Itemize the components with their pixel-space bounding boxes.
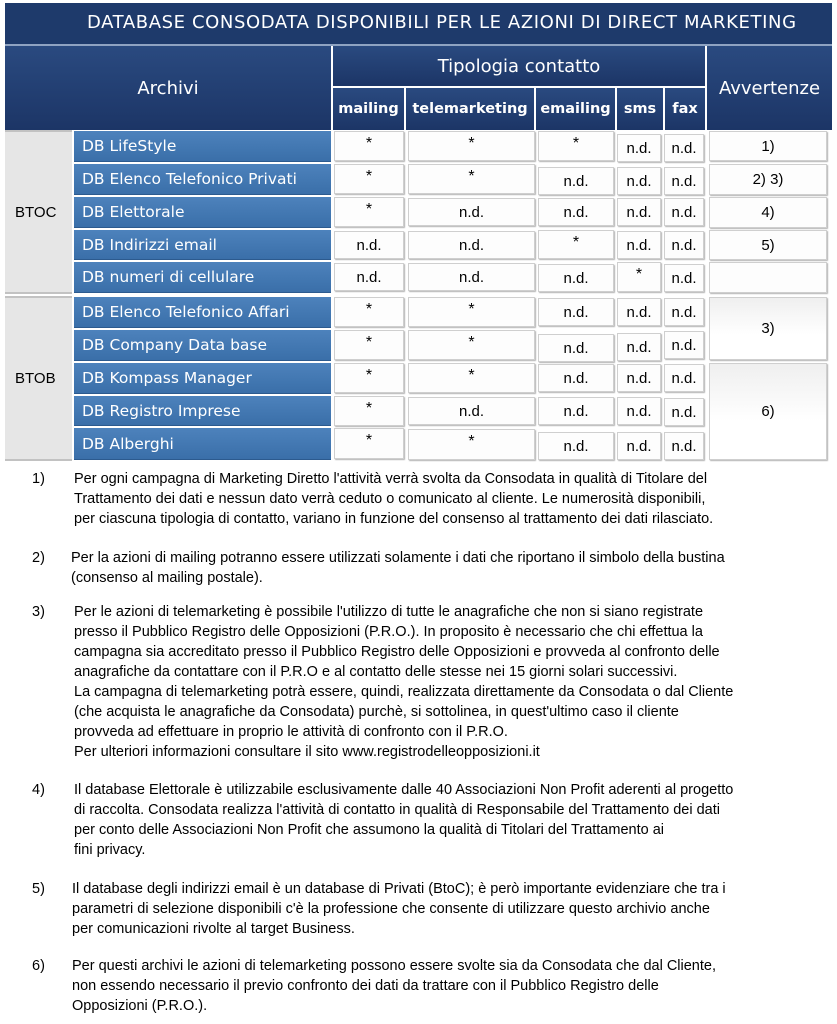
value-cell: n.d. xyxy=(664,264,704,292)
note-line: campagna sia accreditato presso il Pubblico Registro delle Opposizioni e provveda al confronto delle xyxy=(74,644,720,660)
note-number: 5) xyxy=(32,881,45,897)
value-cell: n.d. xyxy=(617,198,661,226)
note-number: 6) xyxy=(32,958,45,974)
warning-cell: 6) xyxy=(709,363,827,460)
warning-cell: 4) xyxy=(709,197,827,228)
note-line: presso il Pubblico Registro delle Opposizioni (P.R.O.). In proposito è necessario che chi effettua la xyxy=(74,624,703,640)
value-cell: n.d. xyxy=(617,167,661,195)
warning-cell: 2) 3) xyxy=(709,164,827,195)
header-channel-label: emailing xyxy=(540,101,611,117)
value-cell: n.d. xyxy=(664,134,704,162)
value-cell: n.d. xyxy=(538,198,614,226)
db-name-cell xyxy=(74,297,331,328)
note-line: Per questi archivi le azioni di telemarketing possono essere svolte sia da Consodata che dal Cliente, xyxy=(72,958,716,974)
value-cell: * xyxy=(408,363,535,393)
note-number: 4) xyxy=(32,782,45,798)
header-channel-sms xyxy=(617,88,663,130)
header-channel-label: fax xyxy=(672,101,698,117)
value-cell: n.d. xyxy=(334,263,404,291)
value-cell: * xyxy=(408,330,535,360)
note-line: Il database Elettorale è utilizzabile esclusivamente dalle 40 Associazioni Non Profit aderenti al progetto xyxy=(74,782,734,798)
db-name-cell xyxy=(74,363,331,394)
header-archivi xyxy=(5,46,331,130)
value-cell: n.d. xyxy=(664,432,704,460)
value-cell: n.d. xyxy=(408,263,535,291)
warning-cell: 3) xyxy=(709,297,827,360)
note-line: Il database degli indirizzi email è un database di Privati (BtoC); è però importante evidenziare che tra i xyxy=(72,881,726,897)
value-cell: n.d. xyxy=(664,198,704,226)
value-cell: n.d. xyxy=(664,364,704,392)
note-line: per comunicazioni rivolte al target Business. xyxy=(72,921,355,937)
header-archivi-label: Archivi xyxy=(137,77,199,99)
value-cell: * xyxy=(334,363,404,393)
note-line: La campagna di telemarketing potrà essere, quindi, realizzata direttamente da Consodata o dal Cliente xyxy=(74,684,734,700)
value-cell: * xyxy=(334,164,404,194)
value-cell: n.d. xyxy=(617,397,661,425)
value-cell: n.d. xyxy=(408,231,535,259)
db-name-cell xyxy=(74,396,331,426)
page-title: DATABASE CONSODATA DISPONIBILI PER LE AZIONI DI DIRECT MARKETING xyxy=(87,12,797,33)
value-cell: * xyxy=(408,297,535,327)
note-line: provveda ad effettuare in proprio le attività di confronto con il P.R.O. xyxy=(74,724,508,740)
value-cell: n.d. xyxy=(538,298,614,326)
value-cell: n.d. xyxy=(538,264,614,292)
header-channel-label: telemarketing xyxy=(412,101,528,117)
db-name: DB Registro Imprese xyxy=(82,401,241,420)
value-cell: n.d. xyxy=(617,333,661,361)
header-tipologia-label: Tipologia contatto xyxy=(437,55,601,77)
value-cell: n.d. xyxy=(664,398,704,426)
note-line: per conto delle Associazioni Non Profit che assumono la qualità di Titolari del Trattamento ai xyxy=(74,822,664,838)
note-line: di raccolta. Consodata realizza l'attività di contatto in qualità di Responsabile del Trattamento dei dati xyxy=(74,802,720,818)
value-cell: * xyxy=(334,330,404,360)
value-cell: n.d. xyxy=(538,364,614,392)
value-cell: * xyxy=(334,297,404,327)
note-line: per ciascuna tipologia di contatto, variano in funzione del consenso al trattamento dei dati rilasciato. xyxy=(74,511,714,527)
db-name: DB numeri di cellulare xyxy=(82,268,255,286)
value-cell: * xyxy=(334,428,404,459)
value-cell: * xyxy=(408,164,535,194)
note-line: (consenso al mailing postale). xyxy=(71,570,263,586)
value-cell: n.d. xyxy=(538,167,614,195)
warning-cell: 5) xyxy=(709,230,827,260)
db-name: DB LifeStyle xyxy=(82,137,177,155)
group-label: BTOB xyxy=(15,370,56,387)
value-cell: * xyxy=(617,262,661,292)
db-name-cell xyxy=(74,164,331,195)
db-name-cell xyxy=(74,262,331,293)
note-number: 1) xyxy=(32,471,45,487)
value-cell: n.d. xyxy=(664,167,704,195)
value-cell: n.d. xyxy=(334,231,404,259)
value-cell: * xyxy=(334,197,404,227)
group-label: BTOC xyxy=(15,203,57,221)
db-name-cell xyxy=(74,230,331,260)
note-line: (che acquista le anagrafiche da Consodata) purchè, si sottolinea, in quest'ultimo caso il cliente xyxy=(74,704,679,720)
note-line: parametri di selezione disponibili c'è la professione che consente di utilizzare questo archivio anche xyxy=(72,901,710,917)
value-cell: * xyxy=(334,396,404,426)
note-number: 3) xyxy=(32,604,45,620)
value-cell: * xyxy=(408,429,535,460)
warning-cell xyxy=(709,262,827,293)
db-name: DB Elenco Telefonico Privati xyxy=(82,170,297,188)
header-channel-telemarketing xyxy=(406,88,534,130)
header-tipologia xyxy=(333,46,705,86)
value-cell: n.d. xyxy=(617,134,661,162)
db-name-cell xyxy=(74,131,331,162)
db-name: DB Indirizzi email xyxy=(82,235,217,254)
db-name: DB Company Data base xyxy=(82,336,268,354)
value-cell: n.d. xyxy=(664,298,704,326)
group-btoc xyxy=(5,130,72,294)
header-channel-label: sms xyxy=(623,101,657,117)
db-name: DB Kompass Manager xyxy=(82,369,252,387)
value-cell: * xyxy=(334,131,404,161)
note-line: Per le azioni di telemarketing è possibile l'utilizzo di tutte le anagrafiche che non si siano registrate xyxy=(74,604,704,620)
value-cell: n.d. xyxy=(617,432,661,460)
value-cell: n.d. xyxy=(664,331,704,359)
value-cell: n.d. xyxy=(664,231,704,259)
value-cell: n.d. xyxy=(538,432,614,460)
value-cell: n.d. xyxy=(617,231,661,259)
header-channel-mailing xyxy=(333,88,404,130)
header-channel-label: mailing xyxy=(338,101,399,117)
note-line: non essendo necessario il previo confronto dei dati da trattare con il Pubblico Registro delle xyxy=(72,978,659,994)
value-cell: n.d. xyxy=(617,298,661,326)
db-name: DB Elettorale xyxy=(82,203,185,221)
note-line: Per ogni campagna di Marketing Diretto l'attività verrà svolta da Consodata in qualità di Titolare del xyxy=(74,471,708,487)
header-avvertenze xyxy=(707,46,832,130)
group-btob xyxy=(5,296,72,461)
header-channel-fax xyxy=(665,88,705,130)
db-name-cell xyxy=(74,428,331,460)
header-channel-emailing xyxy=(536,88,615,130)
value-cell: n.d. xyxy=(408,397,535,425)
note-line: Per la azioni di mailing potranno essere utilizzati solamente i dati che riportano il simbolo della bustina xyxy=(71,550,725,566)
value-cell: n.d. xyxy=(408,198,535,226)
db-name-cell xyxy=(74,197,331,228)
note-line: anagrafiche da contattare con il P.R.O e al contatto delle stesse nei 15 giorni solari successivi. xyxy=(74,664,678,680)
note-line: Per ulteriori informazioni consultare il sito www.registrodelleopposizioni.it xyxy=(74,744,540,760)
value-cell: n.d. xyxy=(538,397,614,425)
db-name: DB Alberghi xyxy=(82,434,174,453)
note-line: Opposizioni (P.R.O.). xyxy=(72,998,208,1014)
note-number: 2) xyxy=(32,550,45,566)
note-line: fini privacy. xyxy=(74,842,146,858)
value-cell: * xyxy=(538,230,614,259)
header-avvertenze-label: Avvertenze xyxy=(718,77,821,99)
value-cell: * xyxy=(538,131,614,161)
db-name-cell xyxy=(74,330,331,361)
value-cell: n.d. xyxy=(538,334,614,362)
note-line: Trattamento dei dati e nessun dato verrà ceduto o comunicato al cliente. Le numerosità disponibili, xyxy=(74,491,706,507)
title-bar xyxy=(5,3,832,46)
warning-cell: 1) xyxy=(709,131,827,161)
db-name: DB Elenco Telefonico Affari xyxy=(82,303,290,321)
value-cell: n.d. xyxy=(617,364,661,392)
value-cell: * xyxy=(408,131,535,161)
